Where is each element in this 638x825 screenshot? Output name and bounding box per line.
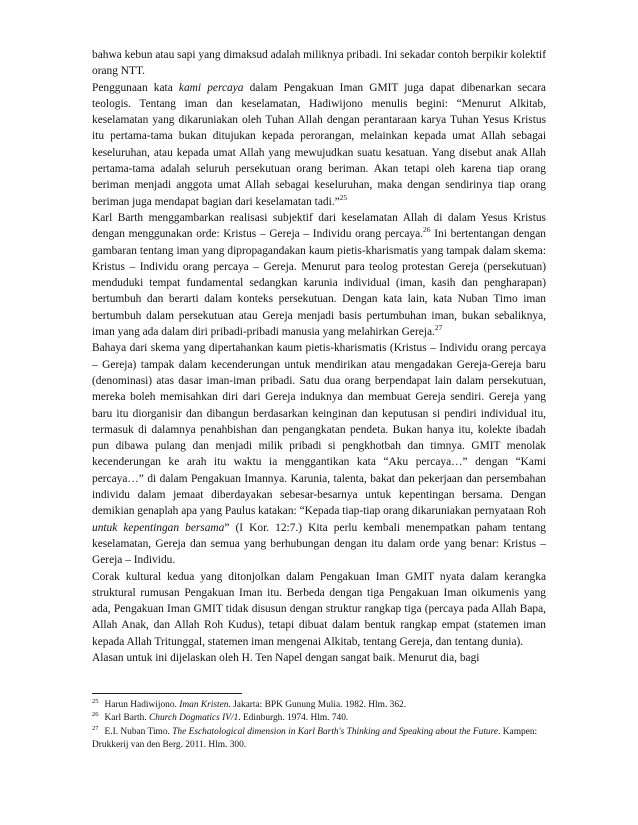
paragraph — [92, 80, 546, 210]
footnote — [92, 699, 552, 712]
footnote-title: The Eschatological dimension in Karl Barth's Thinking and Speaking about the Future — [172, 726, 499, 737]
italic-phrase: kami percaya — [178, 81, 244, 94]
paragraph — [92, 569, 546, 650]
footnote-text: E.I. Nuban Timo. — [104, 726, 173, 737]
footnote-ref[interactable]: 25 — [339, 192, 348, 202]
paragraph — [92, 47, 546, 80]
footnote-text: . Kampen: Drukkerij van den Berg. 2011. Hlm. 300. — [92, 726, 538, 751]
footnote-ref[interactable]: 27 — [434, 323, 443, 333]
footnote-divider — [92, 693, 242, 694]
footnote-text: . Jakarta: BPK Gunung Mulia. 1982. Hlm. 362. — [228, 700, 407, 710]
paragraph-text: Ini bertentangan dengan gambaran tentang iman yang dipropagandakan kaum pietis-kharismatis yang tampak dalam skema: Kristus – Individu orang percaya – Gereja. Menurut para teolog protestan Gereja (persekutuan) menduduki tempat fundamental sedangkan karunia individual (iman, kasih dan pengharapan) bertumbuh dan berarti dalam konteks persekutuan. Dengan kata lain, kata Nuban Timo iman bertumbuh dalam persekutuan atau Gereja menjadi basis pertumbuhan iman, bukan sebaliknya, iman yang ada dalam diri pribadi-pribadi manusia yang melahirkan Gereja. — [92, 228, 546, 339]
footnote-number: 26 — [92, 711, 99, 719]
footnote-number: 27 — [92, 724, 99, 732]
paragraph-text: Penggunaan kata — [92, 81, 179, 94]
footnote-text: Harun Hadiwijono. — [104, 700, 180, 710]
footnote-number: 25 — [92, 697, 99, 705]
paragraph-text: ” (I Kor. 12:7.) Kita perlu kembali menempatkan paham tentang keselamatan, Gereja dan semua yang berhubungan dengan itu dalam orde yang benar: Kristus – Gereja – Individu. — [92, 521, 546, 567]
paragraph — [92, 340, 546, 568]
footnote-text: . Edinburgh. 1974. Hlm. 740. — [238, 713, 349, 724]
footnote — [92, 726, 552, 753]
footnote-ref[interactable]: 26 — [423, 225, 431, 235]
footnote — [92, 712, 552, 725]
paragraph-text: bahwa kebun atau sapi yang dimaksud adalah miliknya pribadi. Ini sekadar contoh berpikir kolektif orang NTT. — [92, 49, 546, 78]
footnote-title: Iman Kristen — [179, 700, 229, 710]
footnote-text: Karl Barth. — [104, 713, 150, 724]
paragraph — [92, 210, 546, 340]
footnote-title: Church Dogmatics IV/1 — [149, 713, 239, 724]
paragraph — [92, 650, 546, 666]
paragraph-text: Karl Barth menggambarkan realisasi subjektif dari keselamatan Allah di dalam Yesus Kristus dengan menggunakan orde: Kristus – Gereja – Individu orang percaya. — [92, 211, 546, 241]
paragraph-text: dalam Pengakuan Iman GMIT juga dapat dibenarkan secara teologis. Tentang iman dan keselamatan, Hadiwijono menulis begini: “Menurut Alkitab, keselamatan yang dikaruniakan oleh Tuhan Allah dengan perantaraan karya Tuhan Yesus Kristus itu pertama-tama bukan ditujukan kepada perorangan, melainkan kepada umat Allah sebagai keseluruhan, atau kepada umat Allah yang mewujudkan suatu kesatuan. Yang disebut anak Allah pertama-tama adalah seluruh persekutuan orang beriman. Akan tetapi oleh karena tiap orang beriman menjadi anggota umat Allah sebagai keseluruhan, maka dengan sendirinya tiap orang beriman juga mendapat bagian dari keselamatan tadi.” — [92, 81, 546, 208]
footnotes — [92, 699, 552, 753]
paragraph-text: Bahaya dari skema yang dipertahankan kaum pietis-kharismatis (Kristus – Individu orang percaya – Gereja) tampak dalam kecenderungan untuk mendirikan atau mengadakan Gereja-Gereja baru (denominasi) atas dasar iman-iman pribadi. Satu dua orang berpendapat lain dalam persekutuan, mereka boleh memisahkan diri dari Gereja induknya dan membuat Gereja sendiri. Gereja yang baru itu diorganisir dan dibangun berdasarkan keinginan dan keputusan si pendiri individual itu, termasuk di dalamnya penahbishan dan pengangkatan pendeta. Bukan hanya itu, kolekte ibadah pun dibawa pulang dan menjadi milik pribadi si pengkhotbah dan timnya. GMIT menolak kecenderungan ke arah itu waktu ia menggantikan kata “Aku percaya…” dengan “Kami percaya…” di dalam Pengakuan Imannya. Karunia, talenta, bakat dan pekerjaan dan persembahan individu dalam jemaat diberdayakan sebesar-besarnya untuk kepentingan bersama. Dengan demikian genaplah apa yang Paulus katakan: “Kepada tiap-tiap orang dikaruniakan pernyataan Roh — [92, 342, 546, 518]
body-text — [92, 47, 546, 666]
italic-phrase: untuk kepentingan bersama — [92, 521, 225, 534]
paragraph-text: Corak kultural kedua yang ditonjolkan dalam Pengakuan Iman GMIT nyata dalam kerangka struktural rumusan Pengakuan Iman itu. Berbeda dengan tiga Pengakuan Iman oikumenis yang ada, Pengakuan Iman GMIT tidak disusun dengan struktur rangkap tiga (percaya pada Allah Bapa, Allah Anak, dan Allah Roh Kudus), tetapi dibuat dalam bentuk rangkap empat (statemen iman kepada Allah Tritunggal, statemen iman mengenai Alkitab, tentang Gereja, dan tentang dunia). — [92, 570, 546, 648]
paragraph-text: Alasan untuk ini dijelaskan oleh H. Ten Napel dengan sangat baik. Menurut dia, bagi — [92, 651, 480, 664]
